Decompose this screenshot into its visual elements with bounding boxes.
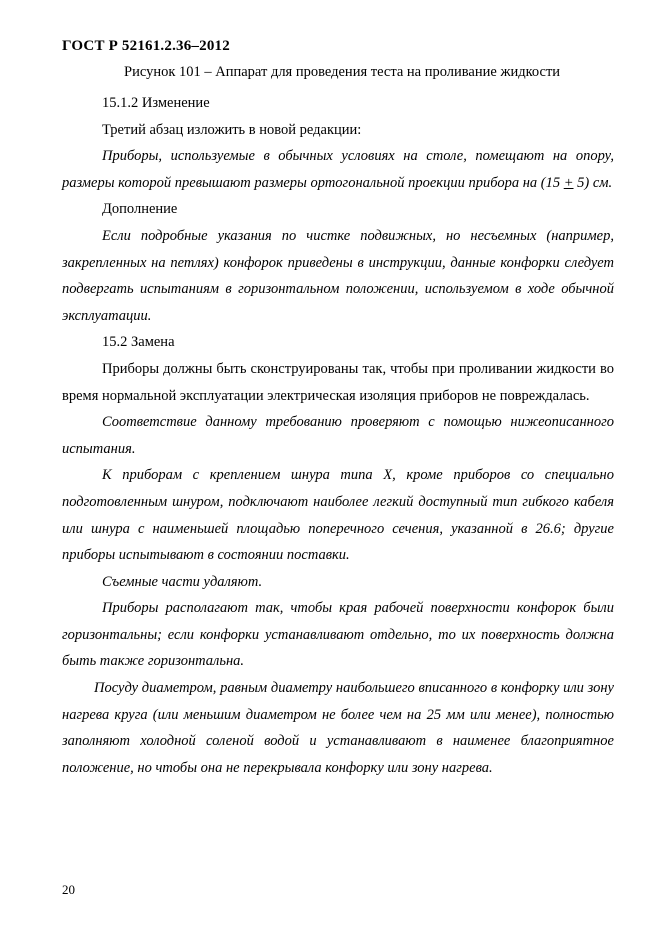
section-intro: Третий абзац изложить в новой редакции:: [102, 121, 362, 138]
section-heading-15-1-2: 15.1.2 Изменение: [102, 95, 210, 111]
vessel-paragraph: Посуду диаметром, равным диаметру наибольшего вписанного в конфорку или зону нагрева круга (или меньшим диаметром не более чем на 25 мм или менее), полностью заполняют холодной соленой водой и устанавливают в наименее благоприятное положение, но чтобы она не перекрывала конфорку или зону нагрева.: [62, 680, 614, 776]
replacement-text-a: Приборы, используемые в обычных условиях на столе, помещают на опору, размеры которой превышают размеры ортогональной проекции прибора на (15: [62, 148, 614, 191]
standard-header: ГОСТ Р 52161.2.36–2012: [62, 38, 230, 54]
plus-minus-sign: +: [563, 174, 574, 191]
section-heading-15-2: 15.2 Замена: [102, 334, 175, 351]
requirement-paragraph: Приборы должны быть сконструированы так, чтобы при проливании жидкости во время нормальной эксплуатации электрическая изоляция приборов не повреждалась.: [62, 360, 614, 404]
replacement-paragraph: [62, 143, 614, 196]
placement-paragraph: Приборы располагают так, чтобы края рабочей поверхности конфорок были горизонтальны; если конфорки устанавливают отдельно, то их поверхность должна быть также горизонтальна.: [62, 600, 614, 670]
addition-paragraph: Если подробные указания по чистке подвижных, но несъемных (например, закрепленных на петлях) конфорок приведены в инструкции, данные конфорки следует подвергать испытаниям в горизонтальном положении, используемом в ходе обычной эксплуатации.: [62, 227, 614, 324]
removable-parts-paragraph: Съемные части удаляют.: [102, 573, 263, 590]
document-body: [62, 90, 614, 781]
cord-paragraph: К приборам с креплением шнура типа X, кроме приборов со специально подготовленным шнуром, подключают наиболее легкий доступный тип гибкого кабеля или шнура с наименьшей площадью поперечного сечения, указанной в 26.6; другие приборы испытывают в состоянии поставки.: [62, 467, 614, 564]
page-number: 20: [62, 882, 75, 897]
figure-caption: Рисунок 101 – Аппарат для проведения теста на проливание жидкости: [124, 64, 561, 80]
compliance-paragraph: Соответствие данному требованию проверяют с помощью нижеописанного испытания.: [62, 414, 614, 457]
addition-heading: Дополнение: [102, 201, 178, 218]
replacement-text-b: 5) см.: [573, 174, 613, 191]
